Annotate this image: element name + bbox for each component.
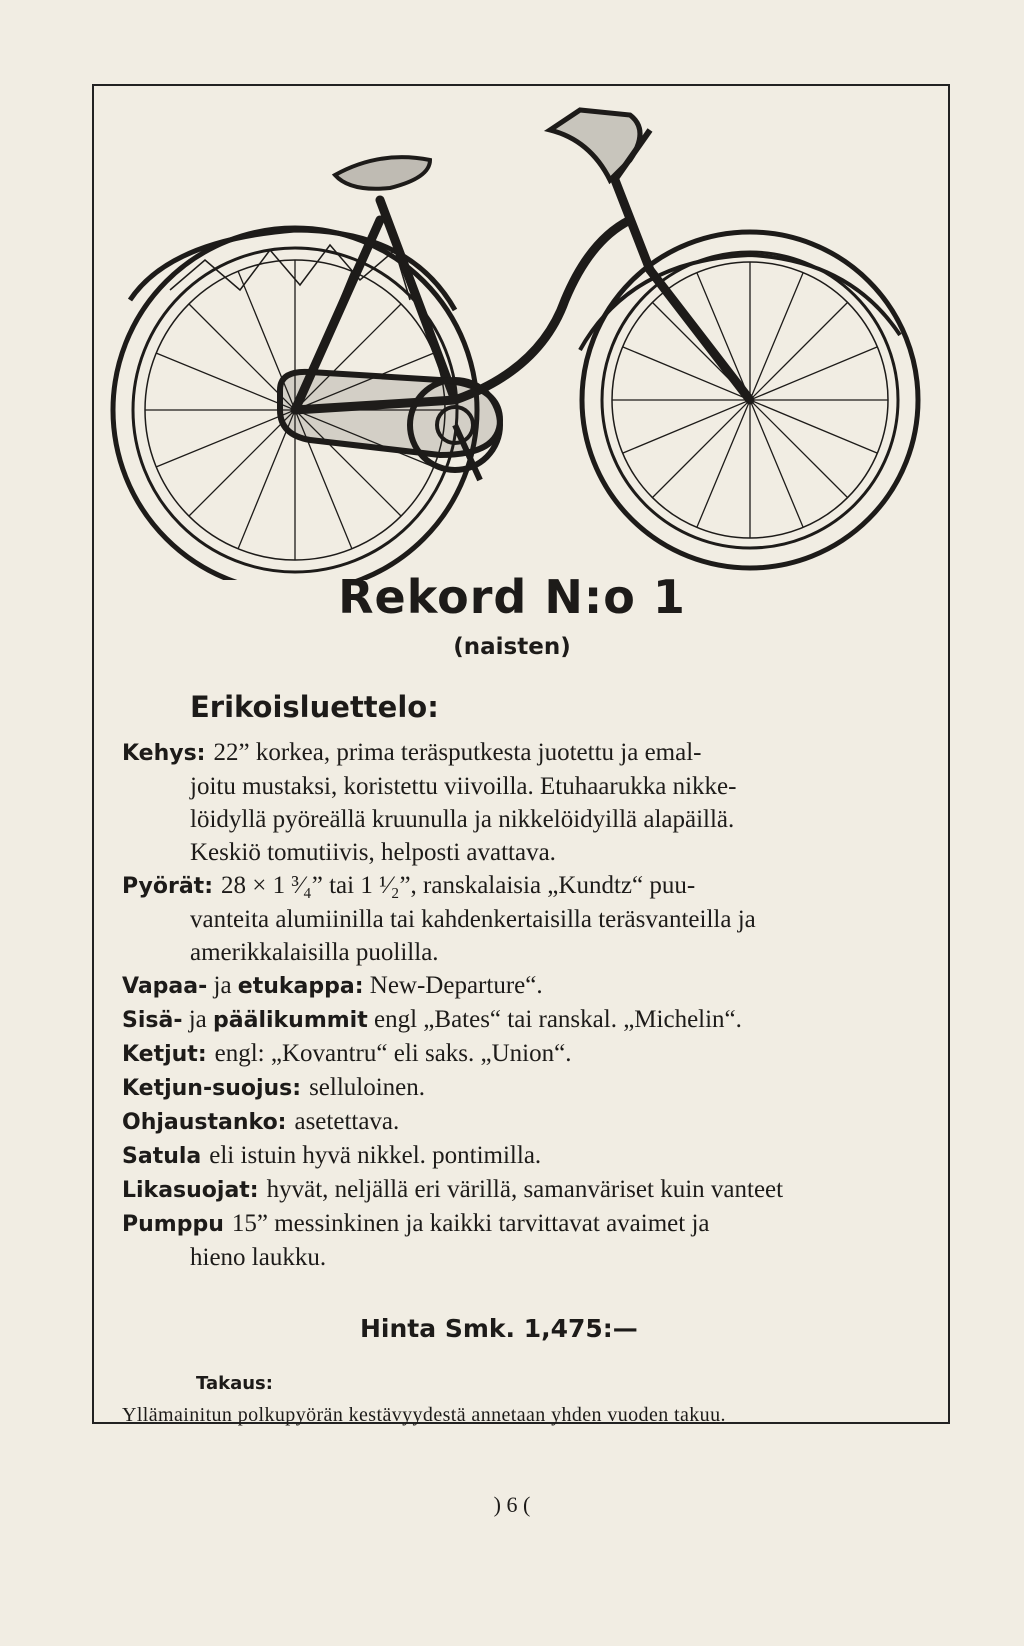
handlebar bbox=[550, 110, 640, 180]
spec-value: engl: „Kovantru“ eli saks. „Union“. bbox=[214, 1040, 572, 1067]
price: Hinta Smk. 1,475:— bbox=[360, 1314, 638, 1343]
spec-value-line: joitu mustaksi, koristettu viivoilla. Etuhaarukka nikke- bbox=[190, 773, 737, 800]
spec-key: Sisä- bbox=[122, 1008, 183, 1033]
page-number: ) 6 ( bbox=[493, 1492, 531, 1517]
spec-list bbox=[122, 736, 914, 1274]
spec-key: päälikummit bbox=[213, 1008, 368, 1033]
spec-value-line: amerikkalaisilla puolilla. bbox=[190, 939, 439, 966]
spec-value: selluloinen. bbox=[309, 1074, 426, 1101]
spec-key: Satula bbox=[122, 1144, 202, 1169]
spec-value-line: 15” messinkinen ja kaikki tarvittavat avaimet ja bbox=[231, 1210, 710, 1237]
spec-key: Ketjut: bbox=[122, 1042, 207, 1067]
spec-vapaa bbox=[122, 969, 914, 1003]
spec-ketjut bbox=[122, 1037, 914, 1071]
section-heading: Erikoisluettelo: bbox=[190, 690, 439, 724]
spec-value: eli istuin hyvä nikkel. pontimilla. bbox=[209, 1142, 542, 1169]
spec-key: Kehys: bbox=[122, 741, 206, 766]
spec-key: Vapaa- bbox=[122, 974, 208, 999]
spec-key: Ketjun-suojus: bbox=[122, 1076, 302, 1101]
spec-sisa bbox=[122, 1003, 914, 1037]
spec-conj: ja bbox=[188, 1006, 207, 1033]
spec-value-line: 22” korkea, prima teräsputkesta juotettu ja emal- bbox=[213, 739, 702, 766]
spec-pyorat bbox=[122, 869, 914, 969]
spec-value-line: Keskiö tomutiivis, helposti avattava. bbox=[190, 839, 556, 866]
spec-ohjaustanko bbox=[122, 1105, 914, 1139]
spec-value: engl „Bates“ tai ranskal. „Michelin“. bbox=[374, 1006, 742, 1033]
spec-value: hyvät, neljällä eri värillä, samanväriset kuin vanteet bbox=[266, 1176, 784, 1203]
spec-key: Pumppu bbox=[122, 1212, 224, 1237]
spec-key: etukappa: bbox=[237, 974, 364, 999]
bicycle-illustration bbox=[110, 100, 924, 580]
product-subtitle: (naisten) bbox=[453, 634, 571, 660]
spec-satula bbox=[122, 1139, 914, 1173]
spec-key: Likasuojat: bbox=[122, 1178, 259, 1203]
spec-value-line: 28 × 1 ³⁄₄” tai 1 ¹⁄₂”, ranskalaisia „Kundtz“ puu- bbox=[221, 872, 696, 899]
spec-value-line: vanteita alumiinilla tai kahdenkertaisilla teräsvanteilla ja bbox=[190, 906, 756, 933]
product-title: Rekord N:o 1 bbox=[338, 570, 686, 624]
spec-key: Ohjaustanko: bbox=[122, 1110, 287, 1135]
spec-ketjun-suojus bbox=[122, 1071, 914, 1105]
spec-conj: ja bbox=[213, 972, 232, 999]
spec-key: Pyörät: bbox=[122, 874, 213, 899]
warranty-label: Takaus: bbox=[196, 1373, 273, 1394]
saddle bbox=[335, 157, 430, 189]
spec-value-line: löidyllä pyöreällä kruunulla ja nikkelöidyillä alapäillä. bbox=[190, 806, 735, 833]
spec-value: New-Departure“. bbox=[369, 972, 543, 999]
warranty-text: Yllämainitun polkupyörän kestävyydestä annetaan yhden vuoden takuu. bbox=[122, 1404, 726, 1426]
spec-likasuojat bbox=[122, 1173, 914, 1207]
spec-kehys bbox=[122, 736, 914, 869]
fork bbox=[650, 270, 750, 400]
spec-value: asetettava. bbox=[294, 1108, 400, 1135]
spec-pumppu bbox=[122, 1207, 914, 1274]
spec-value-line: hieno laukku. bbox=[190, 1244, 327, 1271]
